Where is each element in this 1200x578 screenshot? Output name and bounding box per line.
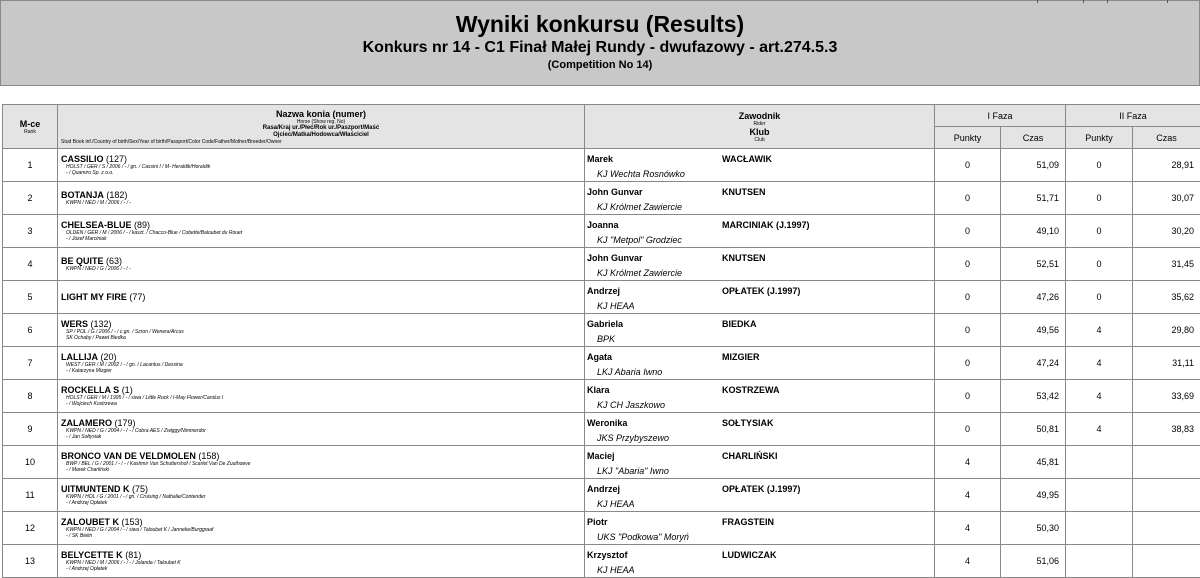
phase1-time: 51,71 xyxy=(1001,182,1066,215)
rider-club: KJ Wechta Rosnówko xyxy=(597,169,685,179)
column-header-phase-1: I Faza xyxy=(935,105,1066,127)
rider-cell xyxy=(585,281,935,314)
rider-cell xyxy=(585,512,935,545)
rider-cell xyxy=(585,182,935,215)
horse-details: KWPN / NED / M / 2006 / - / - xyxy=(66,200,584,206)
horse-details: KWPN / NED / G / 2006 / - / - xyxy=(66,266,584,272)
rider-first-name: Klara xyxy=(587,385,610,395)
header-tick-mark xyxy=(1037,0,1038,3)
header-tick-mark xyxy=(1167,0,1168,3)
rider-club: KJ "Metpol" Grodziec xyxy=(597,235,682,245)
rank-cell: 8 xyxy=(3,380,58,413)
rider-cell xyxy=(585,413,935,446)
phase1-points: 0 xyxy=(935,248,1001,281)
rider-first-name: Gabriela xyxy=(587,319,623,329)
phase2-time: 31,45 xyxy=(1133,248,1200,281)
horse-cell xyxy=(58,545,585,578)
rider-first-name: John Gunvar xyxy=(587,187,643,197)
phase1-time: 52,51 xyxy=(1001,248,1066,281)
rider-first-name: Krzysztof xyxy=(587,550,628,560)
horse-cell xyxy=(58,479,585,512)
horse-number: (81) xyxy=(125,550,141,560)
horse-name: LALLIJA xyxy=(61,352,98,362)
rank-cell: 2 xyxy=(3,182,58,215)
rank-cell: 7 xyxy=(3,347,58,380)
horse-number: (158) xyxy=(198,451,219,461)
horse-owner: - / Marek Charliński xyxy=(66,467,584,473)
column-header-horse: Nazwa konia (numer) Horse (Show reg. No) Rasa/Kraj ur./Płeć/Rok ur./Paszport/Maść Ojciec/Matka/Hodowca/Właściciel Stud Book inf./Country of birth/Sex/Year of birth/Passport/Color Code/Father/Mother/Breeder/Owner xyxy=(58,105,585,149)
horse-owner: - / Quamiro Sp. z o.o. xyxy=(66,170,584,176)
horse-number: (20) xyxy=(101,352,117,362)
results-body xyxy=(3,149,1200,578)
rider-club: BPK xyxy=(597,334,615,344)
rank-cell: 3 xyxy=(3,215,58,248)
phase2-time: 28,91 xyxy=(1133,149,1200,182)
horse-number: (75) xyxy=(132,484,148,494)
rider-club: KJ HEAA xyxy=(597,301,635,311)
phase1-points: 0 xyxy=(935,413,1001,446)
phase2-points: 0 xyxy=(1066,149,1133,182)
horse-cell xyxy=(58,380,585,413)
phase2-time xyxy=(1133,512,1200,545)
horse-cell xyxy=(58,446,585,479)
rank-cell: 6 xyxy=(3,314,58,347)
table-row xyxy=(3,182,1200,215)
rider-club: UKS "Podkowa" Moryń xyxy=(597,532,689,542)
horse-details: BWP / BEL / G / 2001 / - / - / Kashmir Van Schuttershof / Scarlet Van De Zuuthoeve xyxy=(66,461,584,467)
horse-name: CHELSEA-BLUE xyxy=(61,220,132,230)
rider-cell xyxy=(585,314,935,347)
phase2-time xyxy=(1133,545,1200,578)
table-row xyxy=(3,545,1200,578)
rider-first-name: Agata xyxy=(587,352,612,362)
phase1-points: 4 xyxy=(935,545,1001,578)
phase1-time: 53,42 xyxy=(1001,380,1066,413)
rider-first-name: Joanna xyxy=(587,220,619,230)
header-tick-mark xyxy=(1083,0,1084,3)
rider-cell xyxy=(585,149,935,182)
table-row xyxy=(3,215,1200,248)
rider-last-name: MARCINIAK (J.1997) xyxy=(722,220,810,230)
phase1-points: 4 xyxy=(935,512,1001,545)
rider-last-name: WACŁAWIK xyxy=(722,154,772,164)
horse-number: (1) xyxy=(122,385,133,395)
rider-first-name: Marek xyxy=(587,154,613,164)
page-title: Wyniki konkursu (Results) xyxy=(1,11,1199,37)
rank-cell: 12 xyxy=(3,512,58,545)
table-row xyxy=(3,512,1200,545)
horse-owner: - / Andrzej Opłatek xyxy=(66,500,584,506)
horse-details: KWPN / NED / G / 2004 / - / siwa / Taloubet K / Janneke/Burggraaf xyxy=(66,527,584,533)
horse-cell xyxy=(58,281,585,314)
phase1-points: 0 xyxy=(935,182,1001,215)
horse-name: LIGHT MY FIRE xyxy=(61,292,127,302)
phase1-time: 47,26 xyxy=(1001,281,1066,314)
rider-first-name: John Gunvar xyxy=(587,253,643,263)
rank-cell: 4 xyxy=(3,248,58,281)
phase2-points: 0 xyxy=(1066,182,1133,215)
table-row xyxy=(3,413,1200,446)
results-header xyxy=(0,0,1200,86)
table-row xyxy=(3,380,1200,413)
phase1-time: 49,10 xyxy=(1001,215,1066,248)
phase1-points: 0 xyxy=(935,281,1001,314)
phase1-points: 4 xyxy=(935,479,1001,512)
horse-details: KWPN / NED / G / 2004 / - / - / Cobra AES / Zwiggy/Nimmerdor xyxy=(66,428,584,434)
rider-first-name: Maciej xyxy=(587,451,615,461)
results-table xyxy=(2,104,1200,578)
phase2-points xyxy=(1066,545,1133,578)
rank-cell: 13 xyxy=(3,545,58,578)
column-header-rider: Zawodnik Rider Klub Club xyxy=(585,105,935,149)
phase1-time: 51,06 xyxy=(1001,545,1066,578)
phase2-points: 0 xyxy=(1066,248,1133,281)
rider-last-name: KOSTRZEWA xyxy=(722,385,780,395)
phase2-time: 31,11 xyxy=(1133,347,1200,380)
horse-cell xyxy=(58,314,585,347)
horse-number: (77) xyxy=(129,292,145,302)
horse-details: HOLST / GER / S / 2006 / - / gn. / Cassini I / M- Heraldik/Heraldik xyxy=(66,164,584,170)
horse-name: BOTANJA xyxy=(61,190,104,200)
rider-last-name: CHARLIŃSKI xyxy=(722,451,778,461)
horse-number: (179) xyxy=(115,418,136,428)
phase1-time: 50,81 xyxy=(1001,413,1066,446)
table-row xyxy=(3,248,1200,281)
phase2-points: 4 xyxy=(1066,413,1133,446)
phase2-points: 0 xyxy=(1066,215,1133,248)
phase1-points: 0 xyxy=(935,215,1001,248)
phase2-points: 0 xyxy=(1066,281,1133,314)
rider-last-name: KNUTSEN xyxy=(722,253,766,263)
rank-cell: 11 xyxy=(3,479,58,512)
rider-first-name: Piotr xyxy=(587,517,608,527)
rider-last-name: OPŁATEK (J.1997) xyxy=(722,484,800,494)
horse-name: BE QUITE xyxy=(61,256,104,266)
column-header-time-1: Czas xyxy=(1001,127,1066,149)
rank-cell: 1 xyxy=(3,149,58,182)
horse-owner: SK Ochaby / Paweł Biedka xyxy=(66,335,584,341)
phase2-time: 30,20 xyxy=(1133,215,1200,248)
rider-club: JKS Przybyszewo xyxy=(597,433,669,443)
table-row xyxy=(3,149,1200,182)
horse-cell xyxy=(58,215,585,248)
rider-cell xyxy=(585,347,935,380)
rider-cell xyxy=(585,248,935,281)
rider-first-name: Weronika xyxy=(587,418,627,428)
rider-last-name: FRAGSTEIN xyxy=(722,517,774,527)
rider-last-name: OPŁATEK (J.1997) xyxy=(722,286,800,296)
horse-name: BRONCO VAN DE VELDMOLEN xyxy=(61,451,196,461)
horse-cell xyxy=(58,413,585,446)
rider-club: KJ HEAA xyxy=(597,499,635,509)
phase2-points: 4 xyxy=(1066,380,1133,413)
horse-name: WERS xyxy=(61,319,88,329)
horse-cell xyxy=(58,512,585,545)
column-header-rank: M-ce Rank xyxy=(3,105,58,149)
column-header-phase-2: II Faza xyxy=(1066,105,1200,127)
phase1-points: 0 xyxy=(935,314,1001,347)
rider-cell xyxy=(585,446,935,479)
phase2-time: 35,62 xyxy=(1133,281,1200,314)
rider-club: KJ Królmet Zawiercie xyxy=(597,268,682,278)
horse-cell xyxy=(58,149,585,182)
horse-cell xyxy=(58,347,585,380)
phase1-points: 0 xyxy=(935,347,1001,380)
rider-cell xyxy=(585,479,935,512)
phase1-points: 4 xyxy=(935,446,1001,479)
horse-name: ROCKELLA S xyxy=(61,385,119,395)
rider-last-name: BIEDKA xyxy=(722,319,757,329)
horse-details: OLDEN / GER / M / 2006 / - / kaszt. / Chacco-Blue / Cobette/Baloubet du Rouet xyxy=(66,230,584,236)
table-row xyxy=(3,314,1200,347)
horse-number: (153) xyxy=(122,517,143,527)
phase1-time: 49,95 xyxy=(1001,479,1066,512)
table-row xyxy=(3,281,1200,314)
horse-owner: - / Jan Sołtysiak xyxy=(66,434,584,440)
rider-last-name: SOŁTYSIAK xyxy=(722,418,774,428)
phase2-time: 38,83 xyxy=(1133,413,1200,446)
phase2-points xyxy=(1066,512,1133,545)
table-row xyxy=(3,347,1200,380)
horse-name: CASSILIO xyxy=(61,154,104,164)
rider-club: KJ HEAA xyxy=(597,565,635,575)
horse-number: (127) xyxy=(106,154,127,164)
rider-cell xyxy=(585,380,935,413)
phase1-time: 45,81 xyxy=(1001,446,1066,479)
horse-owner: - / Józef Marciniak xyxy=(66,236,584,242)
column-header-points-2: Punkty xyxy=(1066,127,1133,149)
competition-number: (Competition No 14) xyxy=(1,59,1199,72)
rider-last-name: KNUTSEN xyxy=(722,187,766,197)
rider-last-name: LUDWICZAK xyxy=(722,550,777,560)
phase2-time xyxy=(1133,479,1200,512)
horse-number: (182) xyxy=(106,190,127,200)
horse-name: ZALAMERO xyxy=(61,418,112,428)
horse-owner: - / Katarzyna Mizgier xyxy=(66,368,584,374)
horse-cell xyxy=(58,182,585,215)
rider-first-name: Andrzej xyxy=(587,484,620,494)
phase1-points: 0 xyxy=(935,380,1001,413)
phase1-time: 51,09 xyxy=(1001,149,1066,182)
column-header-time-2: Czas xyxy=(1133,127,1200,149)
rider-club: KJ Królmet Zawiercie xyxy=(597,202,682,212)
horse-details: HOLST / GER / M / 1995 / - / siwa / Little Rock / I-May Flower/Carolus I xyxy=(66,395,584,401)
phase1-time: 50,30 xyxy=(1001,512,1066,545)
horse-name: BELYCETTE K xyxy=(61,550,123,560)
horse-name: ZALOUBET K xyxy=(61,517,119,527)
phase1-points: 0 xyxy=(935,149,1001,182)
phase1-time: 47,24 xyxy=(1001,347,1066,380)
horse-owner: - / Andrzej Opłatek xyxy=(66,566,584,572)
phase2-points: 4 xyxy=(1066,314,1133,347)
rider-club: LKJ "Abaria" Iwno xyxy=(597,466,669,476)
rider-last-name: MIZGIER xyxy=(722,352,760,362)
rider-first-name: Andrzej xyxy=(587,286,620,296)
horse-owner: - / SK Bielin xyxy=(66,533,584,539)
horse-owner: - / Wojciech Kostrzewa xyxy=(66,401,584,407)
horse-details: KWPN / NED / M / 2006 / - / - / Jolanda / Taloubet K xyxy=(66,560,584,566)
horse-number: (132) xyxy=(91,319,112,329)
horse-number: (63) xyxy=(106,256,122,266)
rank-cell: 9 xyxy=(3,413,58,446)
phase2-time: 30,07 xyxy=(1133,182,1200,215)
horse-cell xyxy=(58,248,585,281)
phase2-time xyxy=(1133,446,1200,479)
competition-title: Konkurs nr 14 - C1 Finał Małej Rundy - dwufazowy - art.274.5.3 xyxy=(1,38,1199,58)
rider-club: KJ CH Jaszkowo xyxy=(597,400,665,410)
rider-club: LKJ Abaria Iwno xyxy=(597,367,662,377)
horse-number: (89) xyxy=(134,220,150,230)
horse-details: KWPN / HOL / G / 2001 / - / gn. / Cruising / Nathalie/Contender xyxy=(66,494,584,500)
rider-cell xyxy=(585,545,935,578)
phase2-points: 4 xyxy=(1066,347,1133,380)
rank-cell: 10 xyxy=(3,446,58,479)
rider-cell xyxy=(585,215,935,248)
column-header-points-1: Punkty xyxy=(935,127,1001,149)
phase2-time: 29,80 xyxy=(1133,314,1200,347)
horse-details: SP / POL / G / 2006 / - / c.gn. / Szron / Wenera/Arcus xyxy=(66,329,584,335)
phase2-points xyxy=(1066,446,1133,479)
header-tick-mark xyxy=(1107,0,1108,3)
phase2-points xyxy=(1066,479,1133,512)
table-row xyxy=(3,479,1200,512)
horse-details: WEST / GER / M / 2002 / - / gn. / Lacantus / Dessina xyxy=(66,362,584,368)
table-row xyxy=(3,446,1200,479)
phase2-time: 33,69 xyxy=(1133,380,1200,413)
phase1-time: 49,56 xyxy=(1001,314,1066,347)
rank-cell: 5 xyxy=(3,281,58,314)
horse-name: UITMUNTEND K xyxy=(61,484,130,494)
